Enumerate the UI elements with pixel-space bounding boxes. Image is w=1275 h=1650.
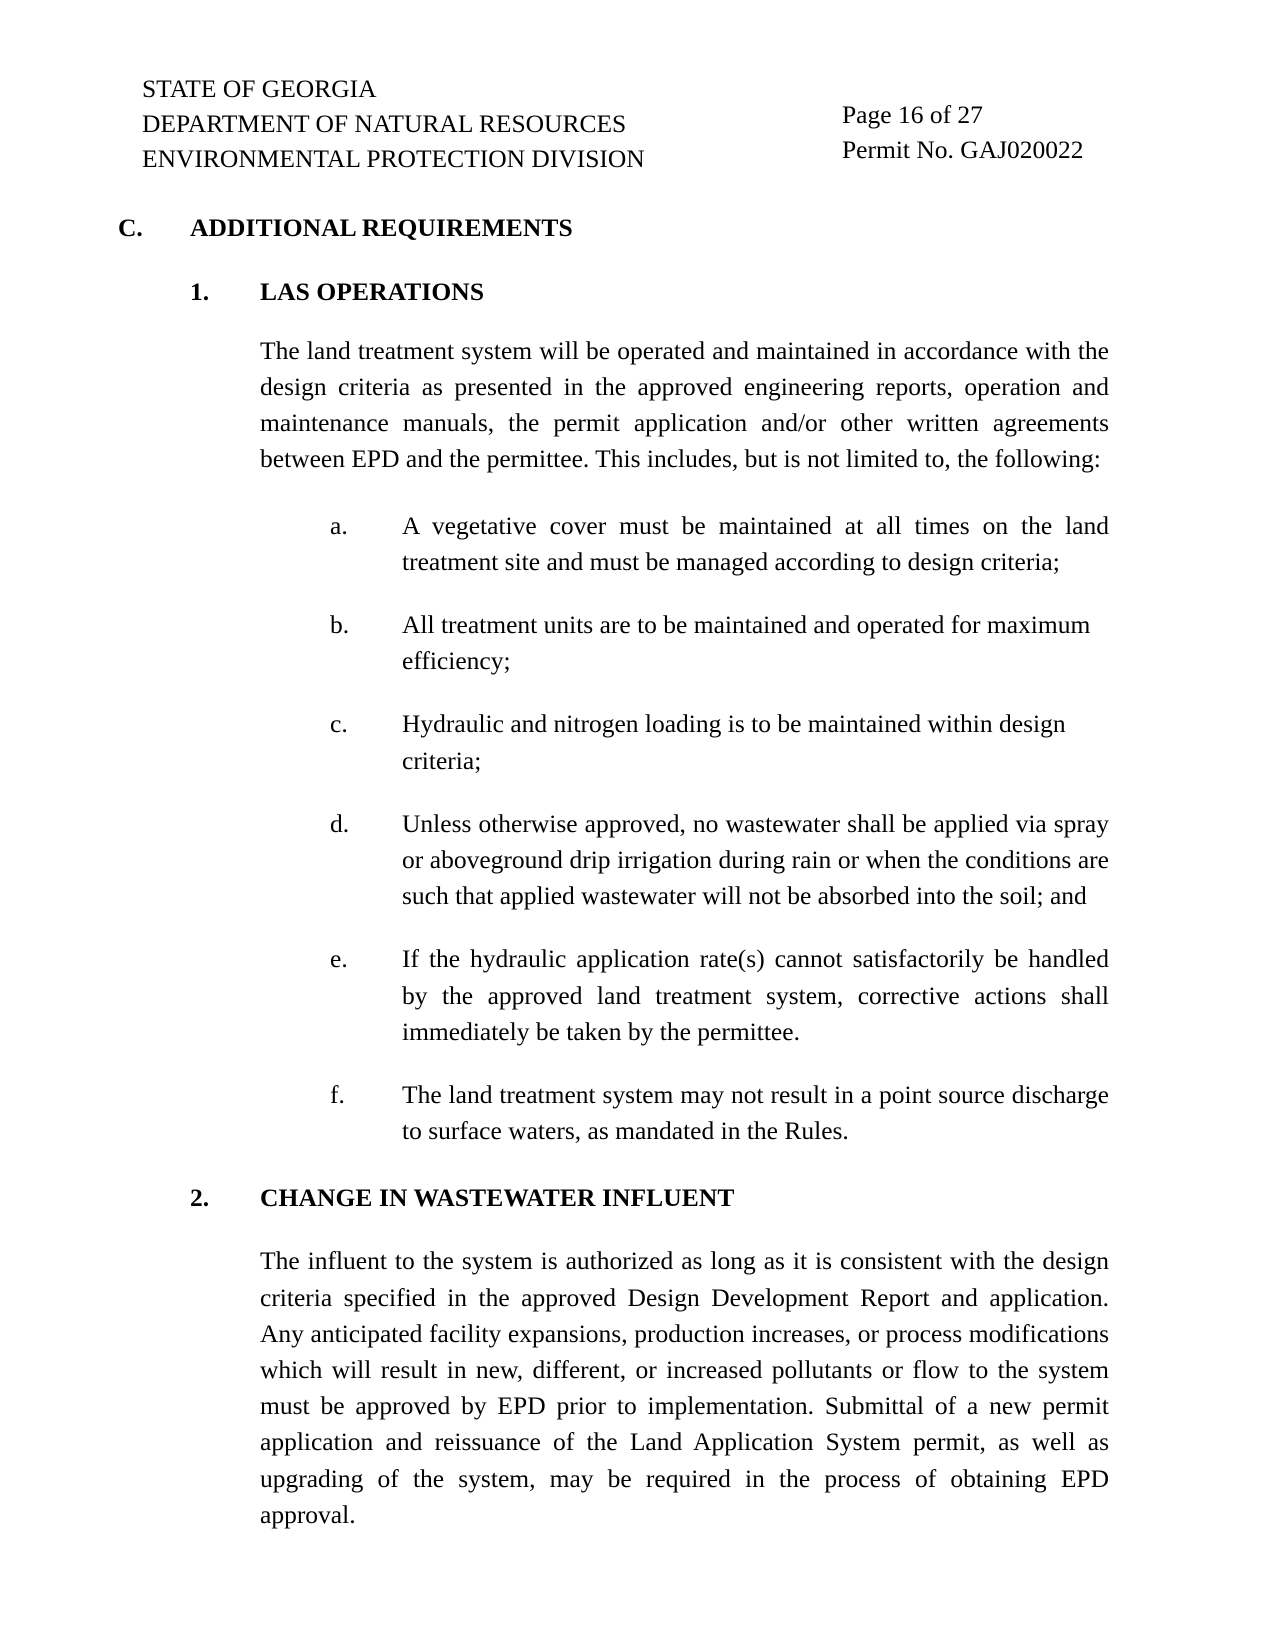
list-item-marker: c. bbox=[330, 709, 348, 739]
item-1-lettered-list bbox=[118, 508, 1157, 1150]
list-item bbox=[330, 508, 1109, 580]
list-item-marker: e. bbox=[330, 944, 348, 974]
page-number-label: Page 16 of 27 bbox=[842, 100, 983, 129]
section-c-heading bbox=[118, 213, 1157, 243]
list-item bbox=[330, 806, 1109, 915]
permit-number-label: Permit No. GAJ020022 bbox=[842, 134, 1084, 164]
section-c-letter: C. bbox=[118, 212, 143, 242]
list-item-marker: d. bbox=[330, 808, 350, 838]
header-meta-block bbox=[842, 72, 1142, 177]
list-item bbox=[330, 706, 1109, 778]
item-1-title: LAS OPERATIONS bbox=[260, 276, 485, 306]
list-item bbox=[330, 607, 1109, 679]
list-item-marker: b. bbox=[330, 609, 350, 639]
item-2-paragraph: The influent to the system is authorized as long as it is consistent with the design criteria specified in the approved Design Development Report and application. Any anticipated facility expansions, production increases, or process modifications which will result in new, different, or increased pollutants or flow to the system must be approved by EPD prior to implementation. Submittal of a new permit application and reissuance of the Land Application System permit, as well as upgrading of the system, may be required in the process of obtaining EPD approval. bbox=[260, 1246, 1109, 1529]
list-item-text: A vegetative cover must be maintained at all times on the land treatment site and must be managed according to design criteria; bbox=[402, 510, 1109, 576]
list-item-text: All treatment units are to be maintained and operated for maximum efficiency; bbox=[402, 609, 1091, 676]
item-1-number: 1. bbox=[190, 276, 210, 306]
item-2-heading bbox=[190, 1183, 1157, 1213]
header-state-line: STATE OF GEORGIA bbox=[142, 74, 377, 103]
list-item-marker: a. bbox=[330, 510, 348, 540]
item-2-title: CHANGE IN WASTEWATER INFLUENT bbox=[260, 1183, 735, 1213]
header-department-line: DEPARTMENT OF NATURAL RESOURCES bbox=[142, 108, 627, 138]
item-2-number: 2. bbox=[190, 1183, 210, 1213]
header-division-line: ENVIRONMENTAL PROTECTION DIVISION bbox=[142, 143, 645, 173]
item-1-heading bbox=[190, 277, 1157, 307]
list-item-text: Hydraulic and nitrogen loading is to be maintained within design criteria; bbox=[402, 709, 1066, 775]
list-item bbox=[330, 1077, 1109, 1149]
list-item-text: The land treatment system may not result in a point source discharge to surface waters, as mandated in the Rules. bbox=[402, 1080, 1109, 1146]
header-agency-block bbox=[142, 72, 842, 177]
list-item-text: If the hydraulic application rate(s) cannot satisfactorily be handled by the approved land treatment system, corrective actions shall immediately be taken by the permittee. bbox=[402, 944, 1109, 1046]
section-c-title: ADDITIONAL REQUIREMENTS bbox=[190, 212, 573, 242]
list-item bbox=[330, 941, 1109, 1050]
item-1-intro-paragraph: The land treatment system will be operated and maintained in accordance with the design criteria as presented in the approved engineering reports, operation and maintenance manuals, the permit application and/or other written agreements between EPD and the permittee. This includes, but is not limited to, the following: bbox=[260, 335, 1109, 474]
list-item-marker: f. bbox=[330, 1080, 345, 1110]
page-header bbox=[142, 72, 1157, 177]
list-item-text: Unless otherwise approved, no wastewater shall be applied via spray or aboveground drip irrigation during rain or when the conditions are such that applied wastewater will not be absorbed into the soil; and bbox=[402, 808, 1109, 911]
